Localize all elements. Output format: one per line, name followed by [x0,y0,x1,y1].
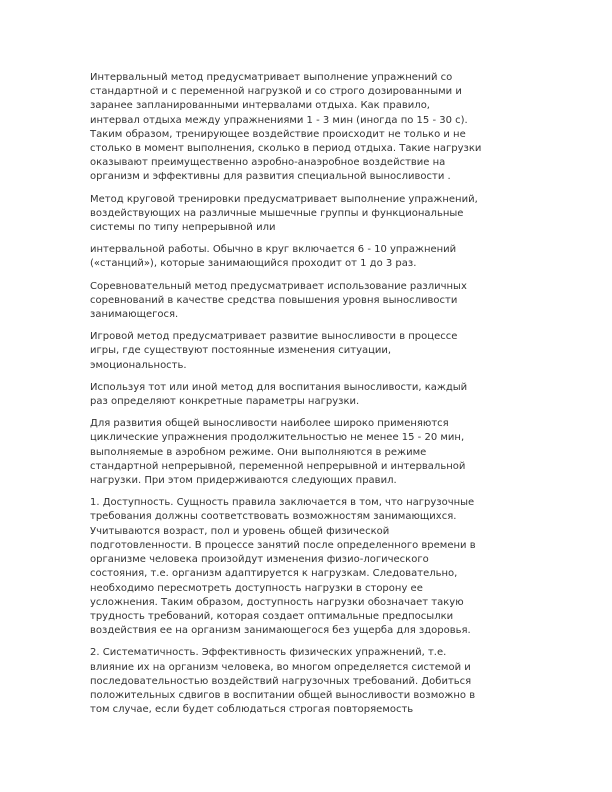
text-line: игры, где существуют постоянные изменения ситуации, [90,345,392,357]
text-line: Используя тот или иной метод для воспитания выносливости, каждый [90,381,468,393]
paragraph [90,330,530,373]
text-line: организме человека произойдут изменения физио-логического [90,554,429,566]
paragraph [90,417,530,488]
text-line: нагрузки. При этом придерживаются следующих правил. [90,475,397,487]
text-line: том случае, если будет соблюдаться строгая повторяемость [90,704,414,716]
text-line: заранее запланированными интервалами отдыха. Как правило, [90,100,430,112]
text-line: воздействия ее на организм занимающегося без ущерба для здоровья. [90,625,471,637]
text-line: Игровой метод предусматривает развитие выносливости в процессе [90,331,458,343]
text-line: оказывают преимущественно аэробно-анаэробное воздействие на [90,157,446,169]
paragraph [90,193,530,236]
paragraph [90,280,530,323]
text-line: последовательностью воздействий нагрузочных требований. Добиться [90,675,472,687]
text-line: Для развития общей выносливости наиболее широко применяются [90,418,449,430]
text-line: требования должны соответствовать возможностям занимающихся. [90,511,457,523]
text-line: усложнения. Таким образом, доступность нагрузки обозначает такую [90,596,464,608]
paragraph [90,646,530,717]
text-line: циклические упражнения продолжительностью не менее 15 - 20 мин, [90,432,465,444]
text-line: Интервальный метод предусматривает выполнение упражнений со [90,72,453,83]
paragraph [90,496,530,638]
text-line: необходимо пересмотреть доступность нагрузки в сторону ее [90,582,423,594]
text-line: соревнований в качестве средства повышения уровня выносливости [90,294,458,306]
paragraph [90,71,530,185]
text-line: трудность требований, которая создает оптимальные предпосылки [90,610,454,622]
text-line: Таким образом, тренирующее воздействие происходит не только и не [90,128,466,140]
text-line: системы по типу непрерывной или [90,222,276,234]
text-line: состояния, т.е. организм адаптируется к нагрузкам. Следовательно, [90,568,458,580]
text-line: занимающегося. [90,309,179,321]
text-line: стандартной и с переменной нагрузкой и со строго дозированными и [90,86,462,98]
text-line: Метод круговой тренировки предусматривает выполнение упражнений, [90,193,478,205]
text-line: подготовленности. В процессе занятий после определенного времени в [90,539,476,551]
text-line: 1. Доступность. Сущность правила заключается в том, что нагрузочные [90,497,475,509]
text-line: влияние их на организм человека, во многом определяется системой и [90,661,471,673]
text-line: стандартной непрерывной, переменной непрерывной и интервальной [90,460,466,472]
paragraph [90,381,530,409]
text-line: Учитываются возраст, пол и уровень общей физической [90,525,390,537]
text-line: 2. Систематичность. Эффективность физических упражнений, т.е. [90,647,447,659]
text-line: интервальной работы. Обычно в круг включается 6 - 10 упражнений [90,244,457,256]
text-line: эмоциональность. [90,359,187,371]
text-line: организм и эффективны для развития специальной выносливости . [90,171,451,183]
document-body [90,71,530,725]
text-line: интервал отдыха между упражнениями 1 - 3 мин (иногда по 15 - 30 с). [90,114,468,126]
text-line: столько в момент выполнения, сколько в период отдыха. Такие нагрузки [90,143,482,155]
text-line: выполняемые в аэробном режиме. Они выполняются в режиме [90,446,427,458]
paragraph [90,243,530,271]
text-line: Соревновательный метод предусматривает использование различных [90,280,467,292]
text-line: («станций»), которые занимающийся проходит от 1 до 3 раз. [90,258,417,270]
text-line: воздействующих на различные мышечные группы и функциональные [90,207,464,219]
text-line: раз определяют конкретные параметры нагрузки. [90,396,360,408]
text-line: положительных сдвигов в воспитании общей выносливости возможно в [90,689,476,701]
